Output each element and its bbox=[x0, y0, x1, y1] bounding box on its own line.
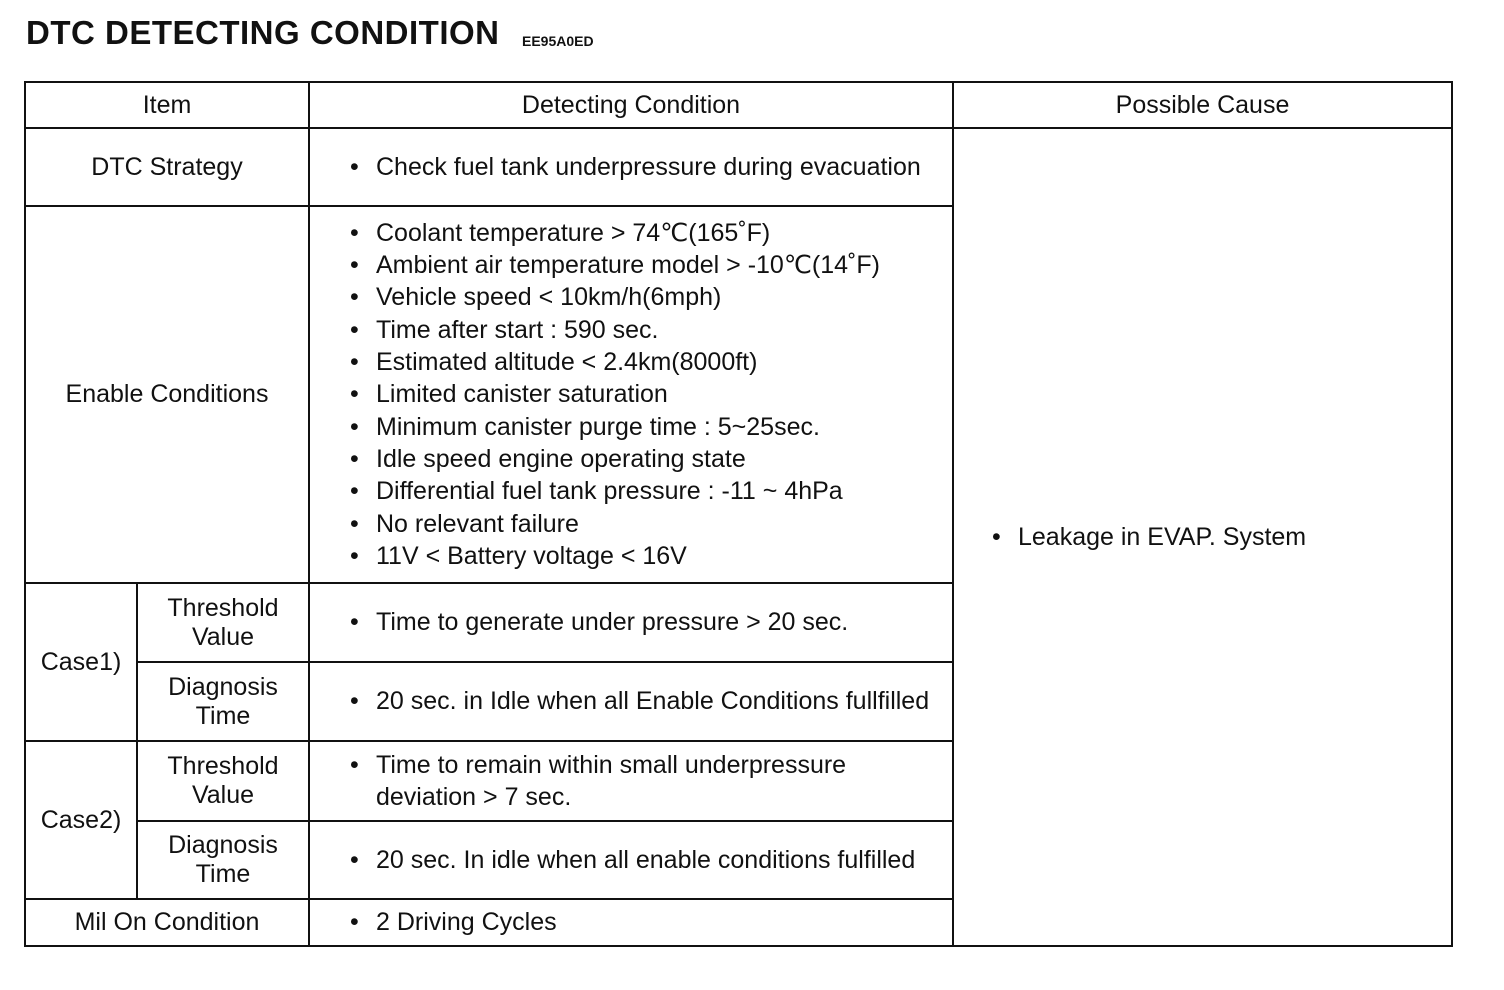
mil-list bbox=[350, 906, 952, 938]
mil-cell bbox=[309, 899, 953, 946]
page-title: DTC DETECTING CONDITION bbox=[26, 14, 500, 51]
possible-cause-cell bbox=[953, 128, 1452, 946]
strategy-label: DTC Strategy bbox=[25, 128, 309, 206]
case1-label: Case1) bbox=[25, 583, 137, 741]
list-item: • Idle speed engine operating state bbox=[350, 443, 952, 475]
case2-threshold-label: Threshold Value bbox=[137, 741, 309, 821]
list-item: • Differential fuel tank pressure : -11 ~ 4hPa bbox=[350, 475, 952, 507]
list-item: • Coolant temperature > 74℃(165˚F) bbox=[350, 217, 952, 249]
list-item: • Time to generate under pressure > 20 sec. bbox=[350, 606, 952, 638]
header-row bbox=[25, 82, 1452, 128]
case2-label: Case2) bbox=[25, 741, 137, 899]
dtc-condition-table bbox=[24, 81, 1453, 947]
list-item: • 20 sec. In idle when all enable conditions fulfilled bbox=[350, 844, 952, 876]
header-cause: Possible Cause bbox=[953, 82, 1452, 128]
list-item: • Ambient air temperature model > -10℃(14˚F) bbox=[350, 249, 952, 281]
list-item: • 11V < Battery voltage < 16V bbox=[350, 540, 952, 572]
enable-list bbox=[350, 217, 952, 572]
list-item: • Vehicle speed < 10km/h(6mph) bbox=[350, 281, 952, 313]
case1-diag-list bbox=[350, 685, 952, 717]
enable-label: Enable Conditions bbox=[25, 206, 309, 583]
list-item: • 20 sec. in Idle when all Enable Conditions fullfilled bbox=[350, 685, 952, 717]
document-code: EE95A0ED bbox=[522, 33, 594, 49]
list-item: • Leakage in EVAP. System bbox=[992, 521, 1451, 553]
list-item: • 2 Driving Cycles bbox=[350, 906, 952, 938]
list-item: • No relevant failure bbox=[350, 508, 952, 540]
enable-conditions bbox=[309, 206, 953, 583]
header-item: Item bbox=[25, 82, 309, 128]
case2-threshold-list bbox=[350, 749, 952, 814]
list-item: • Time to remain within small underpressure deviation > 7 sec. bbox=[350, 749, 952, 814]
list-item: • Minimum canister purge time : 5~25sec. bbox=[350, 411, 952, 443]
strategy-list bbox=[350, 151, 952, 183]
list-item: • Estimated altitude < 2.4km(8000ft) bbox=[350, 346, 952, 378]
cause-list bbox=[992, 521, 1451, 553]
case1-threshold-list bbox=[350, 606, 952, 638]
case2-threshold-cell bbox=[309, 741, 953, 821]
list-item: • Time after start : 590 sec. bbox=[350, 314, 952, 346]
case2-diag-cell bbox=[309, 821, 953, 899]
strategy-conditions bbox=[309, 128, 953, 206]
case1-threshold-cell bbox=[309, 583, 953, 662]
header-condition: Detecting Condition bbox=[309, 82, 953, 128]
case1-diag-cell bbox=[309, 662, 953, 741]
case1-diag-label: Diagnosis Time bbox=[137, 662, 309, 741]
case2-diag-list bbox=[350, 844, 952, 876]
case1-threshold-label: Threshold Value bbox=[137, 583, 309, 662]
mil-label: Mil On Condition bbox=[25, 899, 309, 946]
row-strategy bbox=[25, 128, 1452, 206]
case2-diag-label: Diagnosis Time bbox=[137, 821, 309, 899]
list-item: • Check fuel tank underpressure during evacuation bbox=[350, 151, 952, 183]
list-item: • Limited canister saturation bbox=[350, 378, 952, 410]
